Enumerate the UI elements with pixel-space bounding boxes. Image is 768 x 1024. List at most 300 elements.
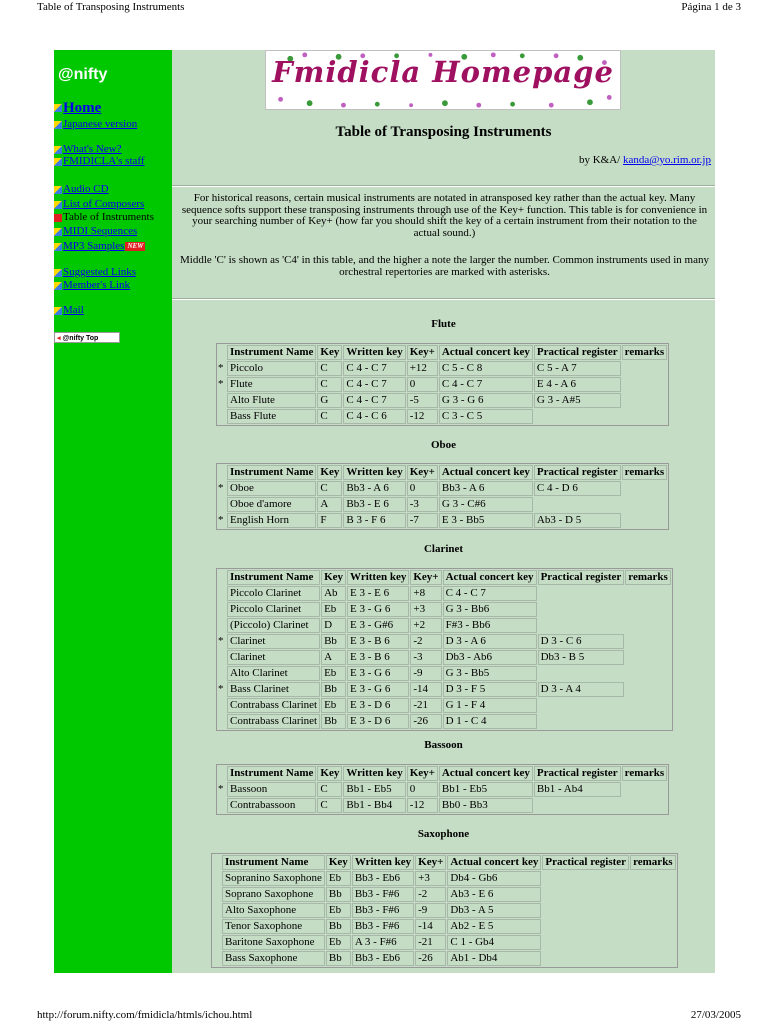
print-footer-date: 27/03/2005: [690, 1009, 741, 1021]
table-cell: C: [317, 782, 342, 797]
composers-bullet-icon: [54, 201, 62, 209]
table-cell: English Horn: [227, 513, 316, 528]
column-header: Key: [317, 345, 342, 360]
column-header: Key+: [410, 570, 441, 585]
table-cell: -5: [407, 393, 438, 408]
column-header: Key: [317, 766, 342, 781]
section-title: Flute: [431, 318, 456, 330]
table-cell: Bass Clarinet: [227, 682, 320, 697]
table-cell: C 4 - C 6: [343, 409, 405, 424]
column-header: Practical register: [534, 766, 621, 781]
common-marker: [218, 666, 226, 681]
links-bullet-icon: [54, 269, 62, 277]
nifty-top-button[interactable]: [54, 332, 120, 343]
table-cell: A 3 - F#6: [352, 935, 414, 950]
table-cell: +3: [415, 871, 446, 886]
table-cell: -12: [407, 409, 438, 424]
table-cell: [625, 682, 671, 697]
column-header: Practical register: [534, 345, 621, 360]
table-cell: Ab1 - Db4: [447, 951, 541, 966]
table-cell: E 3 - B 6: [347, 634, 409, 649]
common-marker: [213, 887, 221, 902]
table-cell: [542, 951, 629, 966]
table-row: [218, 481, 667, 496]
star-spacer: [218, 345, 226, 360]
table-cell: Bb: [326, 919, 351, 934]
table-row: [213, 871, 676, 886]
table-row: [213, 903, 676, 918]
star-spacer: [218, 465, 226, 480]
common-marker: [213, 903, 221, 918]
table-row: [218, 586, 671, 601]
table-cell: Bb1 - Ab4: [534, 782, 621, 797]
mp3-bullet-icon: [54, 243, 62, 251]
table-cell: [625, 650, 671, 665]
table-cell: [630, 887, 676, 902]
table-cell: G 3 - Bb6: [443, 602, 537, 617]
common-marker: [218, 602, 226, 617]
table-cell: E 3 - G#6: [347, 618, 409, 633]
table-row: [218, 782, 667, 797]
sidebar-item-composers[interactable]: List of Composers: [63, 198, 145, 210]
table-cell: -7: [407, 513, 438, 528]
table-cell: [622, 377, 668, 392]
column-header: Actual concert key: [439, 465, 533, 480]
table-cell: Bb: [321, 634, 346, 649]
column-header: Actual concert key: [439, 766, 533, 781]
table-cell: C 4 - D 6: [534, 481, 621, 496]
table-cell: [534, 497, 621, 512]
table-row: [218, 698, 671, 713]
sidebar: [54, 50, 172, 973]
table-row: [218, 602, 671, 617]
author-email-link[interactable]: kanda@yo.rim.or.jp: [622, 154, 711, 166]
table-cell: Flute: [227, 377, 316, 392]
table-cell: Sopranino Saxophone: [222, 871, 325, 886]
section-title: Oboe: [430, 439, 457, 451]
table-cell: E 3 - D 6: [347, 714, 409, 729]
table-cell: Db3 - Ab6: [443, 650, 537, 665]
table-cell: Bass Flute: [227, 409, 316, 424]
sidebar-item-whats-new[interactable]: What's New?: [63, 143, 122, 155]
table-cell: Eb: [321, 666, 346, 681]
table-cell: E 3 - D 6: [347, 698, 409, 713]
table-cell: [630, 919, 676, 934]
sidebar-item-links[interactable]: Suggested Links: [63, 266, 137, 278]
table-cell: [625, 602, 671, 617]
sidebar-item-mail[interactable]: Mail: [63, 304, 84, 316]
table-cell: Oboe d'amore: [227, 497, 316, 512]
table-cell: -12: [407, 798, 438, 813]
table-cell: [538, 666, 625, 681]
table-cell: +8: [410, 586, 441, 601]
table-cell: Clarinet: [227, 650, 320, 665]
table-cell: -9: [415, 903, 446, 918]
table-cell: Bass Saxophone: [222, 951, 325, 966]
table-header-row: [213, 855, 676, 870]
table-cell: [622, 481, 668, 496]
table-cell: [538, 602, 625, 617]
table-cell: C: [317, 377, 342, 392]
midi-bullet-icon: [54, 228, 62, 236]
table-cell: Eb: [326, 903, 351, 918]
table-cell: -9: [410, 666, 441, 681]
table-cell: [542, 935, 629, 950]
intro-paragraph-2: Middle 'C' is shown as 'C4' in this table, and the higher a note the larger the number. Common instruments used in many orchestral repertories are marked with asterisks.: [180, 254, 709, 278]
table-cell: C: [317, 481, 342, 496]
table-cell: [625, 586, 671, 601]
table-cell: Contrabassoon: [227, 798, 316, 813]
column-header: Key+: [407, 465, 438, 480]
column-header: Instrument Name: [222, 855, 325, 870]
table-cell: [542, 919, 629, 934]
table-cell: E 3 - G 6: [347, 666, 409, 681]
column-header: Written key: [347, 570, 409, 585]
table-cell: Piccolo Clarinet: [227, 602, 320, 617]
table-cell: Ab: [321, 586, 346, 601]
table-cell: C 4 - C 7: [439, 377, 533, 392]
divider: [172, 185, 715, 187]
sidebar-item-home[interactable]: Home: [63, 100, 102, 116]
table-row: [213, 887, 676, 902]
table-header-row: [218, 345, 667, 360]
table-cell: D 3 - A 6: [443, 634, 537, 649]
sidebar-item-mp3[interactable]: [63, 240, 145, 252]
common-marker: [218, 698, 226, 713]
sidebar-item-japanese[interactable]: Japanese version: [63, 118, 138, 130]
intro-paragraph-1: For historical reasons, certain musical instruments are notated in atransposed key rather than the actual key. Many sequence softs support these transposing instruments through use of the Key+ function. This table is for convenience in your searching number of Key+ (how far you should shift the key of a certain instrument from their notation to the actual sound.): [181, 192, 708, 239]
back-arrow-icon: ◂: [57, 335, 61, 342]
column-header: Key: [321, 570, 346, 585]
page-title: Table of Transposing Instruments: [335, 124, 552, 140]
table-row: [218, 618, 671, 633]
table-cell: Bb3 - A 6: [343, 481, 405, 496]
table-cell: [625, 634, 671, 649]
table-cell: [622, 798, 668, 813]
column-header: Key: [317, 465, 342, 480]
sidebar-item-member-link[interactable]: Member's Link: [63, 279, 131, 291]
section-title: Saxophone: [417, 828, 470, 840]
nifty-logo: @nifty: [58, 66, 108, 83]
column-header: Instrument Name: [227, 570, 320, 585]
whats-new-bullet-icon: [54, 146, 62, 154]
table-cell: G 3 - Bb5: [443, 666, 537, 681]
table-row: [213, 919, 676, 934]
table-row: [218, 497, 667, 512]
table-cell: -14: [410, 682, 441, 697]
table-cell: Eb: [326, 871, 351, 886]
table-cell: 0: [407, 377, 438, 392]
audio-cd-bullet-icon: [54, 186, 62, 194]
table-cell: [542, 903, 629, 918]
table-cell: [630, 871, 676, 886]
table-cell: Bb1 - Bb4: [343, 798, 405, 813]
table-cell: D 1 - C 4: [443, 714, 537, 729]
table-cell: [534, 798, 621, 813]
table-row: [218, 714, 671, 729]
print-footer-url: http://forum.nifty.com/fmidicla/htmls/ichou.html: [37, 1009, 253, 1021]
column-header: remarks: [630, 855, 676, 870]
instruments-bullet-icon: [54, 214, 62, 222]
print-header-page: Página 1 de 3: [681, 1, 741, 13]
instrument-table: [216, 568, 673, 731]
table-cell: +12: [407, 361, 438, 376]
table-cell: Alto Flute: [227, 393, 316, 408]
table-cell: -2: [415, 887, 446, 902]
column-header: remarks: [622, 766, 668, 781]
table-cell: Db4 - Gb6: [447, 871, 541, 886]
table-cell: Bb3 - F#6: [352, 919, 414, 934]
table-cell: Eb: [326, 935, 351, 950]
common-marker: [218, 409, 226, 424]
table-row: [218, 409, 667, 424]
table-cell: C: [317, 409, 342, 424]
divider: [172, 298, 715, 300]
column-header: Written key: [343, 766, 405, 781]
common-marker: [218, 393, 226, 408]
table-cell: Piccolo: [227, 361, 316, 376]
table-cell: [625, 666, 671, 681]
table-cell: Ab3 - D 5: [534, 513, 621, 528]
column-header: remarks: [622, 345, 668, 360]
table-cell: D 3 - A 4: [538, 682, 625, 697]
table-cell: [630, 935, 676, 950]
table-cell: D 3 - F 5: [443, 682, 537, 697]
common-marker: *: [218, 362, 224, 374]
column-header: Actual concert key: [439, 345, 533, 360]
table-row: [218, 650, 671, 665]
column-header: Actual concert key: [447, 855, 541, 870]
table-cell: C 1 - Gb4: [447, 935, 541, 950]
table-cell: Soprano Saxophone: [222, 887, 325, 902]
table-cell: Bb: [326, 887, 351, 902]
table-cell: Eb: [321, 602, 346, 617]
table-cell: C 4 - C 7: [343, 393, 405, 408]
common-marker: [218, 650, 226, 665]
table-cell: Bb3 - E 6: [343, 497, 405, 512]
main-content: [172, 50, 715, 973]
table-header-row: [218, 570, 671, 585]
common-marker: *: [218, 683, 224, 695]
sidebar-item-midi[interactable]: MIDI Sequences: [63, 225, 138, 237]
table-cell: Bb3 - F#6: [352, 887, 414, 902]
instrument-table: [216, 343, 669, 426]
instrument-table: [216, 764, 669, 815]
section-title: Clarinet: [423, 543, 464, 555]
table-cell: Db3 - A 5: [447, 903, 541, 918]
table-cell: Piccolo Clarinet: [227, 586, 320, 601]
table-cell: E 3 - G 6: [347, 682, 409, 697]
table-cell: -21: [410, 698, 441, 713]
japanese-bullet-icon: [54, 121, 62, 129]
common-marker: [213, 871, 221, 886]
table-cell: +3: [410, 602, 441, 617]
column-header: Key: [326, 855, 351, 870]
home-bullet-icon: [54, 104, 62, 112]
instrument-table: [211, 853, 678, 968]
table-cell: +2: [410, 618, 441, 633]
column-header: Key+: [407, 766, 438, 781]
column-header: Instrument Name: [227, 766, 316, 781]
print-header: [0, 0, 768, 16]
table-cell: C 3 - C 5: [439, 409, 533, 424]
page-frame: [54, 50, 715, 973]
sidebar-item-staff[interactable]: FMIDICLA's staff: [63, 155, 145, 167]
print-header-title: Table of Transposing Instruments: [37, 1, 185, 13]
author-prefix: by K&A/: [578, 154, 621, 166]
star-spacer: [213, 855, 221, 870]
table-cell: [538, 586, 625, 601]
table-cell: -26: [415, 951, 446, 966]
table-cell: E 4 - A 6: [534, 377, 621, 392]
common-marker: [218, 586, 226, 601]
table-cell: D: [321, 618, 346, 633]
common-marker: *: [218, 482, 224, 494]
table-cell: G 3 - A#5: [534, 393, 621, 408]
column-header: Actual concert key: [443, 570, 537, 585]
site-banner: [265, 50, 621, 110]
table-cell: F#3 - Bb6: [443, 618, 537, 633]
table-cell: Alto Saxophone: [222, 903, 325, 918]
new-badge: NEW: [127, 241, 144, 250]
table-cell: Clarinet: [227, 634, 320, 649]
column-header: Key+: [415, 855, 446, 870]
table-cell: Contrabass Clarinet: [227, 698, 320, 713]
table-cell: [542, 871, 629, 886]
mp3-label: MP3 Samples: [63, 240, 125, 252]
table-cell: Bb3 - Eb6: [352, 871, 414, 886]
table-cell: Bb3 - A 6: [439, 481, 533, 496]
common-marker: *: [218, 378, 224, 390]
table-cell: Db3 - B 5: [538, 650, 625, 665]
table-cell: [630, 903, 676, 918]
table-row: [213, 951, 676, 966]
table-cell: Bb3 - Eb6: [352, 951, 414, 966]
table-cell: F: [317, 513, 342, 528]
table-cell: D 3 - C 6: [538, 634, 625, 649]
sidebar-item-audio-cd[interactable]: Audio CD: [63, 183, 109, 195]
table-cell: Ab2 - E 5: [447, 919, 541, 934]
table-cell: Bb: [321, 682, 346, 697]
column-header: Written key: [352, 855, 414, 870]
table-cell: [538, 714, 625, 729]
table-cell: [542, 887, 629, 902]
common-marker: [218, 798, 226, 813]
table-cell: C 4 - C 7: [343, 377, 405, 392]
table-cell: (Piccolo) Clarinet: [227, 618, 320, 633]
table-cell: B 3 - F 6: [343, 513, 405, 528]
table-cell: Eb: [321, 698, 346, 713]
staff-bullet-icon: [54, 158, 62, 166]
table-cell: [625, 618, 671, 633]
table-cell: [625, 714, 671, 729]
common-marker: *: [218, 514, 224, 526]
common-marker: [218, 618, 226, 633]
table-row: [218, 682, 671, 697]
column-header: Practical register: [534, 465, 621, 480]
table-row: [213, 935, 676, 950]
common-marker: [218, 497, 226, 512]
common-marker: [218, 714, 226, 729]
table-cell: G 1 - F 4: [443, 698, 537, 713]
table-cell: [538, 698, 625, 713]
mail-bullet-icon: [54, 307, 62, 315]
column-header: Written key: [343, 345, 405, 360]
table-cell: Baritone Saxophone: [222, 935, 325, 950]
table-cell: Oboe: [227, 481, 316, 496]
author-line: [579, 154, 711, 166]
table-cell: Tenor Saxophone: [222, 919, 325, 934]
nifty-top-label: @nifty Top: [62, 335, 99, 342]
table-cell: 0: [407, 481, 438, 496]
table-header-row: [218, 465, 667, 480]
table-cell: Alto Clarinet: [227, 666, 320, 681]
table-cell: Bb0 - Bb3: [439, 798, 533, 813]
section-title: Bassoon: [424, 739, 463, 751]
table-cell: Ab3 - E 6: [447, 887, 541, 902]
table-cell: C 5 - A 7: [534, 361, 621, 376]
table-cell: -2: [410, 634, 441, 649]
table-cell: -21: [415, 935, 446, 950]
table-header-row: [218, 766, 667, 781]
table-row: [218, 377, 667, 392]
table-cell: E 3 - E 6: [347, 586, 409, 601]
table-row: [218, 798, 667, 813]
table-cell: Bb1 - Eb5: [439, 782, 533, 797]
table-cell: -3: [407, 497, 438, 512]
table-cell: [538, 618, 625, 633]
table-cell: Bb: [326, 951, 351, 966]
table-cell: Bassoon: [227, 782, 316, 797]
banner-title: Fmidicla Homepage: [272, 55, 614, 89]
member-bullet-icon: [54, 282, 62, 290]
common-marker: [213, 919, 221, 934]
table-cell: G 3 - G 6: [439, 393, 533, 408]
table-cell: -14: [415, 919, 446, 934]
table-cell: [622, 497, 668, 512]
common-marker: *: [218, 783, 224, 795]
column-header: Practical register: [538, 570, 625, 585]
table-cell: [630, 951, 676, 966]
table-cell: [622, 513, 668, 528]
print-footer: [0, 1008, 768, 1024]
star-spacer: [218, 766, 226, 781]
table-cell: C 4 - C 7: [343, 361, 405, 376]
common-marker: [213, 951, 221, 966]
common-marker: *: [218, 635, 224, 647]
table-cell: -3: [410, 650, 441, 665]
table-cell: [534, 409, 621, 424]
table-cell: Bb3 - F#6: [352, 903, 414, 918]
common-marker: [213, 935, 221, 950]
column-header: Instrument Name: [227, 345, 316, 360]
table-cell: C 5 - C 8: [439, 361, 533, 376]
table-row: [218, 393, 667, 408]
column-header: Key+: [407, 345, 438, 360]
table-cell: Bb: [321, 714, 346, 729]
table-cell: G: [317, 393, 342, 408]
table-cell: C: [317, 361, 342, 376]
table-cell: [625, 698, 671, 713]
sidebar-item-instruments[interactable]: Table of Instruments: [63, 211, 154, 223]
column-header: remarks: [622, 465, 668, 480]
table-cell: [622, 782, 668, 797]
table-row: [218, 513, 667, 528]
table-row: [218, 634, 671, 649]
table-row: [218, 666, 671, 681]
table-cell: Contrabass Clarinet: [227, 714, 320, 729]
star-spacer: [218, 570, 226, 585]
